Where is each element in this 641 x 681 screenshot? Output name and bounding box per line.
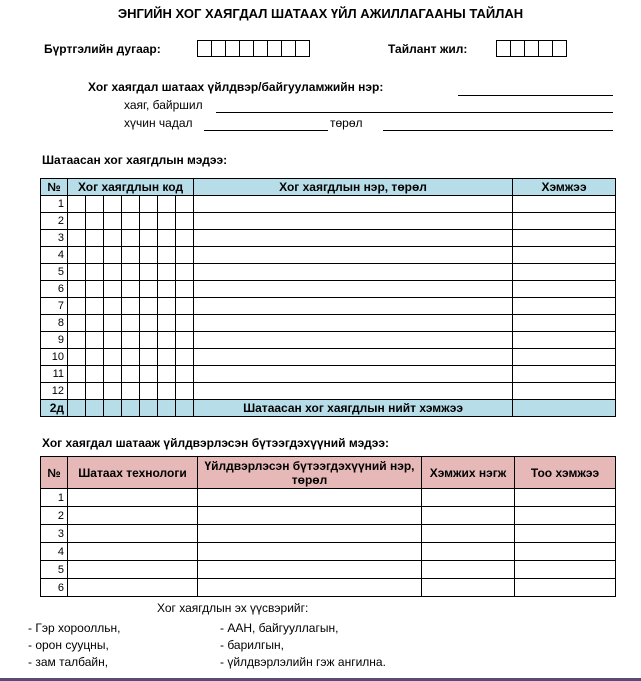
waste-name-cell[interactable]	[194, 366, 513, 383]
row-number: 3	[41, 230, 68, 247]
footer-left-item: - Гэр хороолльн,	[28, 621, 121, 635]
row-number: 2	[41, 507, 68, 525]
amount-cell[interactable]	[513, 315, 616, 332]
row-number: 11	[41, 366, 68, 383]
registration-label: Бүртгэлийн дугаар:	[44, 42, 161, 56]
report-title: ЭНГИЙН ХОГ ХАЯГДАЛ ШАТААХ ҮЙЛ АЖИЛЛАГААНЫ ТАЙЛАН	[117, 6, 524, 21]
table-row	[41, 489, 616, 507]
table-row	[41, 230, 616, 247]
code-digit-cell[interactable]	[104, 315, 122, 332]
code-digit-cell[interactable]	[122, 332, 140, 349]
code-digit-cell[interactable]	[68, 349, 86, 366]
code-digit-cell[interactable]	[158, 315, 176, 332]
code-digit-cell[interactable]	[104, 247, 122, 264]
code-digit-cell[interactable]	[86, 247, 104, 264]
table-row	[41, 525, 616, 543]
capacity-line[interactable]	[204, 130, 328, 131]
code-digit-cell[interactable]	[158, 383, 176, 400]
footer-heading: Хог хаягдлын эх үүсвэрийг:	[157, 601, 309, 615]
code-digit-cell[interactable]	[140, 281, 158, 298]
code-digit-cell[interactable]	[140, 332, 158, 349]
code-digit-cell[interactable]	[176, 383, 194, 400]
code-digit-cell[interactable]	[176, 332, 194, 349]
code-digit-cell[interactable]	[86, 196, 104, 213]
factory-name-label: Хог хаягдал шатаах үйлдвэр/байгууламжийн нэр:	[88, 80, 384, 94]
table-row	[41, 196, 616, 213]
code-digit-cell[interactable]	[140, 298, 158, 315]
code-digit-cell[interactable]	[176, 247, 194, 264]
code-digit-cell[interactable]	[140, 315, 158, 332]
products-table	[40, 456, 616, 597]
unit-cell[interactable]	[422, 561, 515, 579]
code-digit-cell[interactable]	[86, 264, 104, 281]
amount-cell[interactable]	[513, 332, 616, 349]
technology-cell[interactable]	[68, 489, 198, 507]
code-digit-cell[interactable]	[176, 196, 194, 213]
technology-cell[interactable]	[68, 525, 198, 543]
code-digit-cell[interactable]	[104, 230, 122, 247]
amount-cell[interactable]	[513, 366, 616, 383]
quantity-cell[interactable]	[515, 579, 616, 597]
code-digit-cell[interactable]	[68, 281, 86, 298]
code-digit-cell[interactable]	[86, 349, 104, 366]
code-digit-cell[interactable]	[68, 196, 86, 213]
table-row	[41, 298, 616, 315]
code-digit-cell[interactable]	[86, 281, 104, 298]
unit-cell[interactable]	[422, 543, 515, 561]
factory-name-line[interactable]	[458, 95, 613, 96]
waste-name-cell[interactable]	[194, 247, 513, 264]
code-digit-cell[interactable]	[122, 213, 140, 230]
code-digit-cell[interactable]	[176, 349, 194, 366]
header-product: Үйлдвэрлэсэн бүтээгдэхүүний нэр, төрөл	[198, 457, 422, 489]
amount-cell[interactable]	[513, 247, 616, 264]
code-digit-cell[interactable]	[140, 383, 158, 400]
code-digit-cell[interactable]	[68, 230, 86, 247]
code-digit-cell[interactable]	[104, 332, 122, 349]
row-number: 6	[41, 579, 68, 597]
unit-cell[interactable]	[422, 525, 515, 543]
product-cell[interactable]	[198, 507, 422, 525]
amount-cell[interactable]	[513, 281, 616, 298]
code-digit-cell[interactable]	[86, 366, 104, 383]
waste-name-cell[interactable]	[194, 315, 513, 332]
total-label: Шатаасан хог хаягдлын нийт хэмжээ	[194, 400, 513, 417]
code-digit-cell[interactable]	[176, 213, 194, 230]
waste-name-cell[interactable]	[194, 281, 513, 298]
code-digit-cell[interactable]	[86, 230, 104, 247]
code-digit-cell[interactable]	[104, 281, 122, 298]
amount-cell[interactable]	[513, 213, 616, 230]
waste-name-cell[interactable]	[194, 230, 513, 247]
quantity-cell[interactable]	[515, 543, 616, 561]
code-digit-cell[interactable]	[122, 230, 140, 247]
code-digit-cell[interactable]	[140, 230, 158, 247]
code-digit-cell[interactable]	[68, 366, 86, 383]
code-digit-cell[interactable]	[176, 298, 194, 315]
waste-name-cell[interactable]	[194, 349, 513, 366]
code-digit-cell[interactable]	[122, 281, 140, 298]
amount-cell[interactable]	[513, 264, 616, 281]
table-row	[41, 579, 616, 597]
code-digit-cell[interactable]	[122, 383, 140, 400]
table-row	[41, 281, 616, 298]
footer-right-item: - үйлдвэрлэлийн гэж ангилна.	[220, 655, 386, 669]
footer-left-list	[28, 620, 120, 671]
table-row	[41, 383, 616, 400]
code-digit-cell[interactable]	[158, 230, 176, 247]
header-waste-name: Хог хаягдлын нэр, төрөл	[194, 179, 513, 196]
technology-cell[interactable]	[68, 579, 198, 597]
code-digit-cell[interactable]	[86, 298, 104, 315]
code-digit-cell[interactable]	[68, 332, 86, 349]
footer-right-item: - барилгын,	[220, 638, 284, 652]
header-quantity: Тоо хэмжээ	[515, 457, 616, 489]
table-row	[41, 366, 616, 383]
quantity-cell[interactable]	[515, 507, 616, 525]
header-amount: Хэмжээ	[513, 179, 616, 196]
table-row	[41, 543, 616, 561]
code-digit-cell[interactable]	[122, 264, 140, 281]
table-row	[41, 247, 616, 264]
row-number: 5	[41, 561, 68, 579]
row-number: 3	[41, 525, 68, 543]
code-digit-cell[interactable]	[158, 281, 176, 298]
amount-cell[interactable]	[513, 349, 616, 366]
table-row	[41, 315, 616, 332]
code-digit-cell[interactable]	[104, 213, 122, 230]
quantity-cell[interactable]	[515, 525, 616, 543]
row-number: 1	[41, 196, 68, 213]
code-digit-cell[interactable]	[140, 349, 158, 366]
total-no: 2д	[41, 400, 68, 417]
waste-name-cell[interactable]	[194, 213, 513, 230]
row-number: 6	[41, 281, 68, 298]
waste-name-cell[interactable]	[194, 332, 513, 349]
code-digit-cell[interactable]	[104, 196, 122, 213]
code-digit-cell[interactable]	[140, 264, 158, 281]
product-cell[interactable]	[198, 561, 422, 579]
row-number: 1	[41, 489, 68, 507]
registration-number-boxes[interactable]	[197, 40, 309, 57]
footer-left-item: - орон сууцны,	[28, 638, 109, 652]
table-row	[41, 332, 616, 349]
amount-cell[interactable]	[513, 383, 616, 400]
code-digit-cell[interactable]	[176, 264, 194, 281]
code-digit-cell[interactable]	[158, 298, 176, 315]
code-digit-cell[interactable]	[68, 315, 86, 332]
technology-cell[interactable]	[68, 543, 198, 561]
code-digit-cell[interactable]	[86, 383, 104, 400]
amount-cell[interactable]	[513, 298, 616, 315]
header-no: №	[41, 179, 68, 196]
section1-title: Шатаасан хог хаягдлын мэдээ:	[42, 153, 228, 167]
type-line[interactable]	[383, 130, 613, 131]
code-digit-cell[interactable]	[86, 332, 104, 349]
product-cell[interactable]	[198, 489, 422, 507]
code-digit-cell[interactable]	[68, 213, 86, 230]
header-waste-code: Хог хаягдлын код	[68, 179, 194, 196]
quantity-cell[interactable]	[515, 489, 616, 507]
code-digit-cell[interactable]	[176, 366, 194, 383]
row-number: 7	[41, 298, 68, 315]
waste-name-cell[interactable]	[194, 196, 513, 213]
address-label: хаяг, байршил	[124, 98, 203, 112]
product-cell[interactable]	[198, 543, 422, 561]
code-digit-cell[interactable]	[104, 366, 122, 383]
amount-cell[interactable]	[513, 230, 616, 247]
waste-name-cell[interactable]	[194, 264, 513, 281]
code-digit-cell[interactable]	[68, 247, 86, 264]
code-digit-cell[interactable]	[140, 366, 158, 383]
unit-cell[interactable]	[422, 489, 515, 507]
code-digit-cell[interactable]	[158, 349, 176, 366]
code-digit-cell[interactable]	[176, 315, 194, 332]
table-row	[41, 264, 616, 281]
row-number: 4	[41, 247, 68, 264]
section2-title: Хог хаягдал шатааж үйлдвэрлэсэн бүтээгдэхүүний мэдээ:	[42, 436, 389, 450]
technology-cell[interactable]	[68, 507, 198, 525]
row-number: 8	[41, 315, 68, 332]
table-row	[41, 349, 616, 366]
code-digit-cell[interactable]	[158, 366, 176, 383]
code-digit-cell[interactable]	[68, 298, 86, 315]
code-digit-cell[interactable]	[104, 264, 122, 281]
code-digit-cell[interactable]	[158, 213, 176, 230]
code-digit-cell[interactable]	[104, 383, 122, 400]
code-digit-cell[interactable]	[140, 196, 158, 213]
code-digit-cell[interactable]	[158, 196, 176, 213]
code-digit-cell[interactable]	[122, 366, 140, 383]
header-technology: Шатаах технологи	[68, 457, 198, 489]
code-digit-cell[interactable]	[158, 264, 176, 281]
code-digit-cell[interactable]	[122, 315, 140, 332]
code-digit-cell[interactable]	[68, 264, 86, 281]
type-label: төрөл	[330, 116, 363, 130]
code-digit-cell[interactable]	[104, 298, 122, 315]
row-number: 9	[41, 332, 68, 349]
code-digit-cell[interactable]	[176, 230, 194, 247]
code-digit-cell[interactable]	[122, 349, 140, 366]
row-number: 5	[41, 264, 68, 281]
waste-name-cell[interactable]	[194, 383, 513, 400]
code-digit-cell[interactable]	[86, 315, 104, 332]
row-number: 10	[41, 349, 68, 366]
code-digit-cell[interactable]	[158, 332, 176, 349]
capacity-label: хүчин чадал	[124, 116, 193, 130]
product-cell[interactable]	[198, 525, 422, 543]
code-digit-cell[interactable]	[86, 213, 104, 230]
row-number: 12	[41, 383, 68, 400]
table-row	[41, 213, 616, 230]
burned-waste-table	[40, 178, 616, 417]
unit-cell[interactable]	[422, 507, 515, 525]
technology-cell[interactable]	[68, 561, 198, 579]
code-digit-cell[interactable]	[104, 349, 122, 366]
code-digit-cell[interactable]	[122, 196, 140, 213]
footer-right-list	[220, 620, 386, 671]
total-amount-cell[interactable]	[513, 400, 616, 417]
code-digit-cell[interactable]	[122, 247, 140, 264]
header-unit: Хэмжих нэгж	[422, 457, 515, 489]
product-cell[interactable]	[198, 579, 422, 597]
table-row	[41, 507, 616, 525]
address-line[interactable]	[216, 112, 613, 113]
code-digit-cell[interactable]	[140, 247, 158, 264]
code-digit-cell[interactable]	[176, 281, 194, 298]
code-digit-cell[interactable]	[158, 247, 176, 264]
total-row	[41, 400, 616, 417]
report-year-label: Тайлант жил:	[388, 42, 468, 56]
waste-name-cell[interactable]	[194, 298, 513, 315]
row-number: 2	[41, 213, 68, 230]
header-no-2: №	[41, 457, 68, 489]
code-digit-cell[interactable]	[140, 213, 158, 230]
report-year-boxes[interactable]	[496, 40, 566, 57]
table-row	[41, 561, 616, 579]
row-number: 4	[41, 543, 68, 561]
footer-left-item: - зам талбайн,	[28, 655, 109, 669]
code-digit-cell[interactable]	[68, 383, 86, 400]
unit-cell[interactable]	[422, 579, 515, 597]
quantity-cell[interactable]	[515, 561, 616, 579]
code-digit-cell[interactable]	[122, 298, 140, 315]
amount-cell[interactable]	[513, 196, 616, 213]
footer-right-item: - ААН, байгууллагын,	[220, 621, 339, 635]
